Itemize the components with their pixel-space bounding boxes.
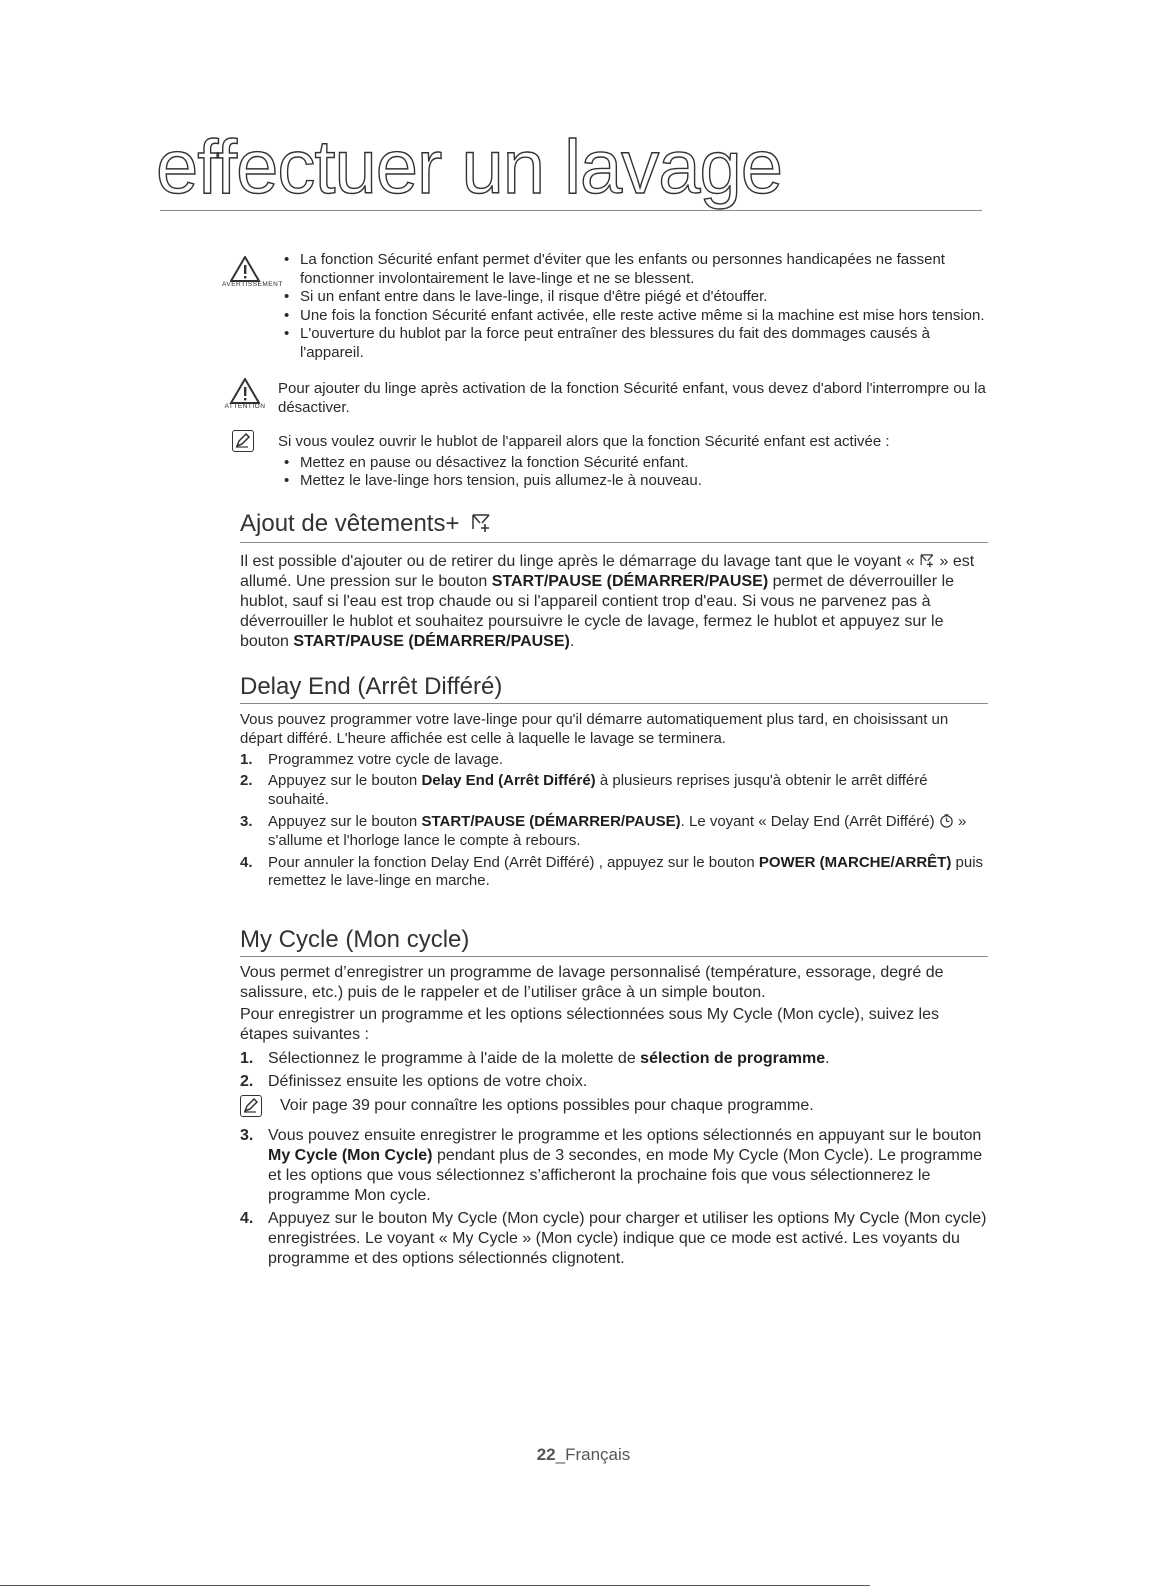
warning-item: • La fonction Sécurité enfant permet d'éviter que les enfants ou personnes handicapées ne fassent fonctionner involontairement le lave-linge et ne se blessent.	[284, 251, 987, 288]
text-run: Programmez votre cycle de lavage.	[268, 750, 504, 768]
start-pause-button-ref: START/PAUSE (DÉMARRER/PAUSE)	[421, 812, 681, 830]
text-run: Appuyez sur le bouton My Cycle (Mon cycle) pour charger et utiliser les options My Cycle (Mon cycle) enregistrées. Le voyant « My Cycle » (Mon cycle) indique que ce mode est activé. Les voyants du programme et des options sélectionnés clignotent.	[268, 1210, 987, 1267]
warning-item: • Si un enfant entre dans le lave-linge, il risque d'être piégé et d'étouffer.	[284, 288, 987, 307]
note-item: • Mettez en pause ou désactivez la fonction Sécurité enfant.	[284, 454, 987, 473]
step-number: 2.	[240, 1073, 254, 1090]
program-selector-ref: sélection de programme	[640, 1050, 826, 1067]
text-run: pendant plus de 3 secondes, en mode My Cycle (Mon Cycle). Le programme et les options que vous sélectionnez s’afficheront la prochaine fois que vous sélectionnerez le programme Mon cycle.	[268, 1147, 983, 1204]
note-icon	[240, 1095, 262, 1117]
text-run: . Le voyant « Delay End (Arrêt Différé)	[680, 812, 935, 830]
my-cycle-heading: My Cycle (Mon cycle)	[240, 926, 988, 957]
title-rule	[156, 125, 982, 211]
add-garment-paragraph	[240, 552, 988, 652]
step-number: 4.	[240, 1210, 254, 1227]
step-number: 2.	[240, 772, 253, 790]
page-number: 22	[536, 1445, 556, 1464]
my-cycle-intro-2: Pour enregistrer un programme et les options sélectionnées sous My Cycle (Mon cycle), suivez les étapes suivantes :	[240, 1006, 939, 1043]
text-run: puis remettez le lave-linge en marche.	[268, 853, 984, 890]
text-run: Voir page 39 pour connaître les options possibles pour chaque programme.	[280, 1097, 814, 1114]
step-number: 1.	[240, 750, 253, 768]
delay-end-heading: Delay End (Arrêt Différé)	[240, 673, 988, 704]
warning-block	[222, 251, 987, 362]
text-run: .	[825, 1050, 830, 1067]
step-item	[240, 1126, 988, 1206]
power-button-ref: POWER (MARCHE/ARRÊT)	[758, 853, 952, 871]
delay-end-intro: Vous pouvez programmer votre lave-linge pour qu'il démarre automatiquement plus tard, en choisissant un départ différé. L'heure affichée est celle à laquelle le lavage se terminera.	[240, 711, 949, 747]
step-number: 3.	[240, 812, 253, 830]
page-footer	[0, 1445, 1167, 1465]
step-number: 1.	[240, 1050, 254, 1067]
text-run: Pour annuler la fonction Delay End (Arrêt Différé) , appuyez sur le bouton	[268, 853, 755, 871]
start-pause-button-ref: START/PAUSE (DÉMARRER/PAUSE)	[491, 573, 769, 590]
text-run: » s'allume et l'horloge lance le compte à rebours.	[268, 812, 967, 849]
step-item	[240, 813, 988, 851]
note-list	[222, 454, 987, 491]
text-run: Sélectionnez le programme à l'aide de la molette de	[268, 1050, 636, 1067]
attention-block	[222, 380, 987, 417]
text-run: » est allumé. Une pression sur le bouton	[240, 553, 975, 590]
warning-label: AVERTISSEMENT	[222, 281, 283, 288]
step-item	[240, 751, 988, 770]
my-cycle-button-ref: My Cycle (Mon Cycle)	[268, 1147, 433, 1164]
text-run: Appuyez sur le bouton	[268, 772, 418, 790]
add-garment-inline-icon	[919, 552, 935, 568]
add-garment-heading-text: Ajout de vêtements+	[240, 510, 460, 537]
step-item	[240, 1072, 988, 1092]
text-run: à plusieurs reprises jusqu'à obtenir le arrêt différé souhaité.	[268, 772, 928, 809]
page-title: effectuer un lavage	[156, 125, 783, 210]
my-cycle-steps	[240, 1049, 988, 1269]
add-garment-heading	[240, 510, 988, 543]
warning-item: • L'ouverture du hublot par la force peut entraîner des blessures du fait des dommages causés à l'appareil.	[284, 325, 987, 362]
my-cycle-section	[240, 926, 988, 1269]
warning-list	[222, 251, 987, 362]
step-item	[240, 772, 988, 810]
step-item	[240, 1209, 988, 1269]
attention-text: Pour ajouter du linge après activation de la fonction Sécurité enfant, vous devez d'abord l'interrompre ou la désactiver.	[278, 380, 986, 416]
step-number: 3.	[240, 1127, 254, 1144]
page-language: _Français	[555, 1445, 631, 1464]
step-item	[240, 854, 988, 892]
my-cycle-note	[240, 1096, 988, 1120]
text-run: Vous pouvez ensuite enregistrer le programme et les options sélectionnés en appuyant sur le bouton	[268, 1127, 982, 1144]
step-item	[240, 1049, 988, 1069]
bottom-divider	[0, 1585, 870, 1586]
delay-end-section	[240, 673, 988, 891]
add-garment-icon	[470, 511, 492, 540]
text-run: .	[569, 633, 575, 650]
my-cycle-intro: Vous permet d’enregistrer un programme de lavage personnalisé (température, essorage, degré de salissure, etc.) puis de le rappeler et de l’utiliser grâce à un simple bouton.	[240, 964, 944, 1001]
add-garment-section	[240, 510, 988, 652]
step-number: 4.	[240, 853, 253, 871]
clock-icon	[939, 813, 954, 828]
text-run: permet de déverrouiller le hublot, sauf si l'eau est trop chaude ou si l'appareil contient trop d'eau. Si vous ne parvenez pas à déverrouiller le hublot et souhaitez poursuivre le cycle de lavage, fermez le hublot et appuyez sur le bouton	[240, 573, 955, 650]
text-run: Définissez ensuite les options de votre choix.	[268, 1073, 588, 1090]
note-item: • Mettez le lave-linge hors tension, puis allumez-le à nouveau.	[284, 472, 987, 491]
warning-item: • Une fois la fonction Sécurité enfant activée, elle reste active même si la machine est mise hors tension.	[284, 307, 987, 326]
start-pause-button-ref: START/PAUSE (DÉMARRER/PAUSE)	[293, 633, 570, 650]
delay-end-button-ref: Delay End (Arrêt Différé)	[421, 772, 596, 790]
note-text: Si vous voulez ouvrir le hublot de l'appareil alors que la fonction Sécurité enfant est activée :	[278, 433, 890, 450]
attention-label: ATTENTION	[224, 403, 266, 410]
note-block	[222, 433, 987, 491]
delay-end-steps	[240, 751, 988, 892]
text-run: Il est possible d'ajouter ou de retirer du linge après le démarrage du lavage tant que le voyant «	[240, 553, 915, 570]
text-run: Appuyez sur le bouton	[268, 812, 418, 830]
